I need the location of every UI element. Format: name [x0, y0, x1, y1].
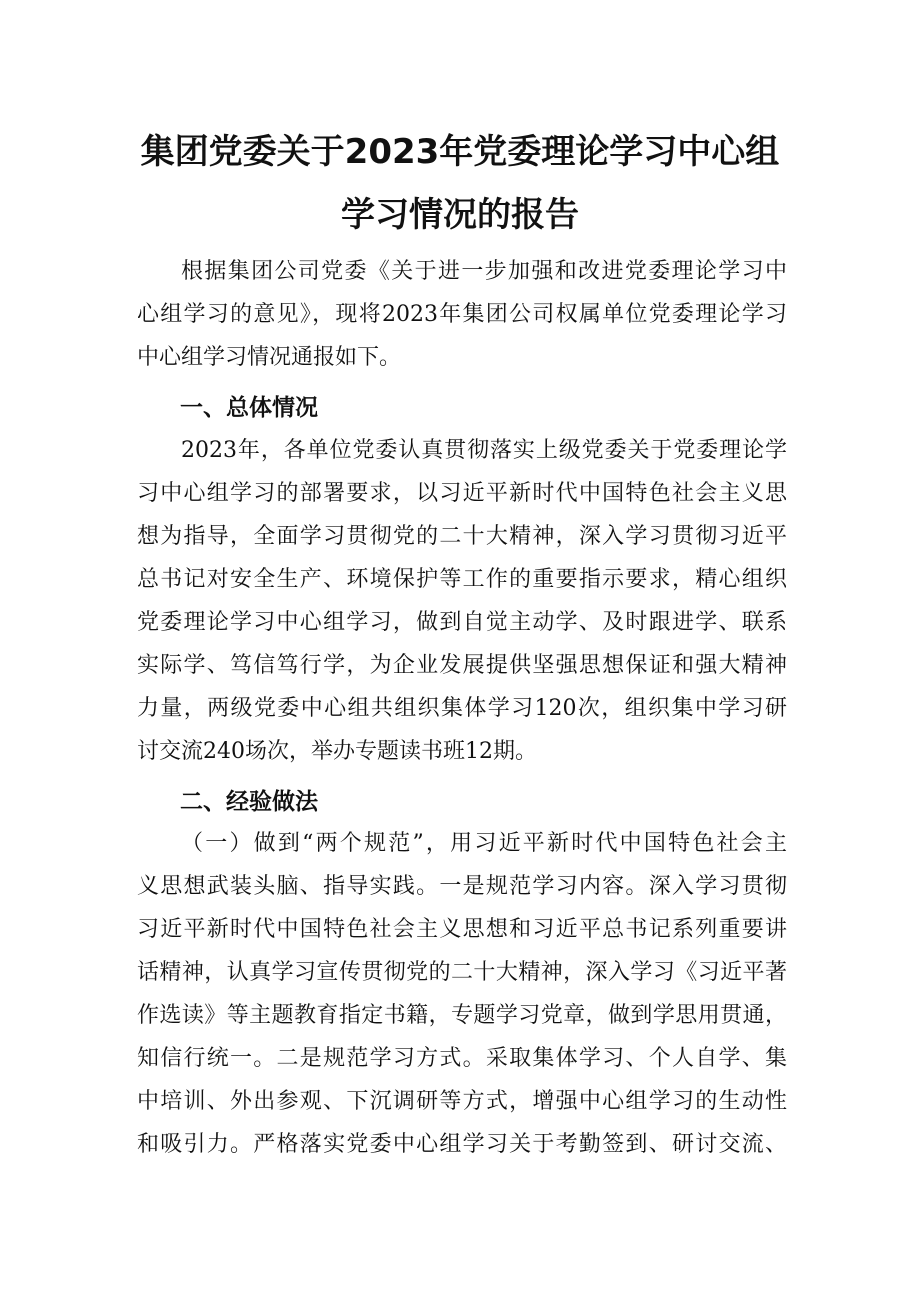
overview-paragraph-line: 实际学、笃信笃行学，为企业发展提供坚强思想保证和强大精神 [137, 653, 787, 678]
experience-paragraph-line: 义思想武装头脑、指导实践。一是规范学习内容。深入学习贯彻 [137, 874, 787, 899]
experience-paragraph-line: 作选读》等主题教育指定书籍，专题学习党章，做到学思用贯通， [137, 1003, 787, 1028]
overview-paragraph-line: 力量，两级党委中心组共组织集体学习120次，组织集中学习研 [137, 696, 787, 721]
intro-paragraph-line: 根据集团公司党委《关于进一步加强和改进党委理论学习中 [181, 259, 787, 284]
section-heading-experience: 二、经验做法 [180, 789, 318, 815]
document-title-line-2: 学习情况的报告 [341, 195, 579, 235]
intro-paragraph-line: 心组学习的意见》，现将2023年集团公司权属单位党委理论学习 [137, 302, 787, 327]
experience-paragraph-line: 知信行统一。二是规范学习方式。采取集体学习、个人自学、集 [137, 1046, 787, 1071]
overview-paragraph-line: 总书记对安全生产、环境保护等工作的重要指示要求，精心组织 [137, 567, 787, 592]
experience-paragraph-line: （一）做到“两个规范”，用习近平新时代中国特色社会主 [181, 831, 787, 856]
experience-paragraph-line: 习近平新时代中国特色社会主义思想和习近平总书记系列重要讲 [137, 917, 787, 942]
experience-paragraph-line: 话精神，认真学习宣传贯彻党的二十大精神，深入学习《习近平著 [137, 960, 787, 985]
overview-paragraph-line: 想为指导，全面学习贯彻党的二十大精神，深入学习贯彻习近平 [137, 524, 787, 549]
overview-paragraph-line: 习中心组学习的部署要求，以习近平新时代中国特色社会主义思 [137, 481, 787, 506]
section-heading-overview: 一、总体情况 [180, 395, 318, 421]
experience-paragraph-line: 和吸引力。严格落实党委中心组学习关于考勤签到、研讨交流、 [137, 1132, 787, 1157]
overview-paragraph-line: 党委理论学习中心组学习，做到自觉主动学、及时跟进学、联系 [137, 610, 787, 635]
intro-paragraph-line: 中心组学习情况通报如下。 [137, 345, 402, 370]
experience-paragraph-line: 中培训、外出参观、下沉调研等方式，增强中心组学习的生动性 [137, 1089, 787, 1114]
overview-paragraph-line: 讨交流240场次，举办专题读书班12期。 [137, 739, 537, 764]
overview-paragraph-line: 2023年，各单位党委认真贯彻落实上级党委关于党委理论学 [181, 438, 787, 463]
document-title-line-1: 集团党委关于2023年党委理论学习中心组 [140, 132, 780, 172]
